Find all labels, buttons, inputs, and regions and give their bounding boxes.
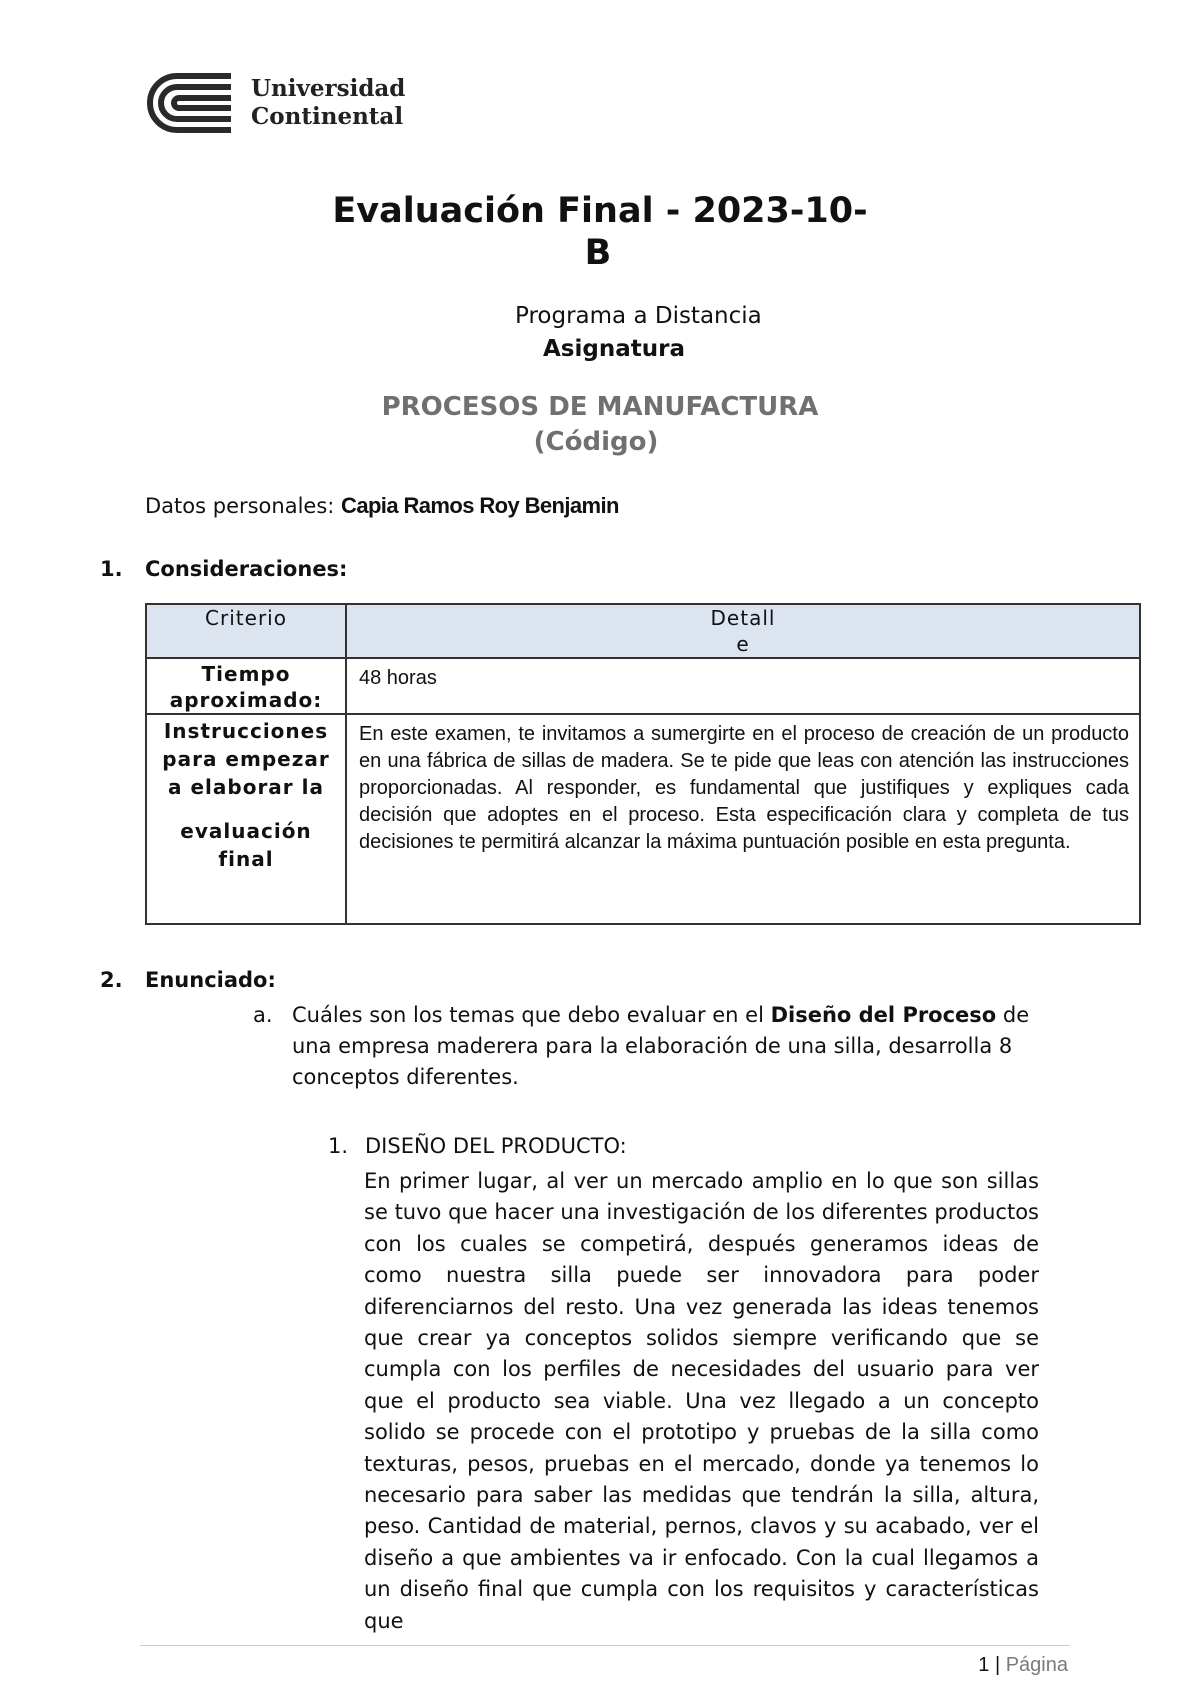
university-name-line1: Universidad: [251, 75, 406, 102]
section-heading-statement: [100, 968, 276, 992]
course-code: (Código): [533, 427, 659, 457]
item-heading: [328, 1134, 627, 1158]
student-name: Capia Ramos Roy Benjamin: [341, 493, 619, 518]
university-logo: [143, 70, 405, 136]
question-text-part: Cuáles son los temas que debo evaluar en el: [292, 1003, 771, 1027]
personal-data: [145, 493, 619, 519]
row-label-line: evaluación: [180, 819, 312, 843]
question-text-part: de una empresa maderera para la elaboración de una silla, desarrolla 8 conceptos diferentes.: [292, 1003, 1030, 1089]
question-letter: a.: [253, 1003, 273, 1027]
course-name: PROCESOS DE MANUFACTURA: [381, 392, 819, 422]
table-header-row: [146, 604, 1140, 658]
item-body: En primer lugar, al ver un mercado amplio en lo que son sillas se tuvo que hacer una investigación de los diferentes productos con los cuales se competirá, después generamos ideas de como nuestra silla puede ser innovadora para poder diferenciarnos del resto. Una vez generada las ideas tenemos que crear ya conceptos solidos siempre verificando que se cumpla con los perfiles de necesidades del usuario para ver que el producto sea viable. Una vez llegado a un concepto solido se procede con el prototipo y pruebas de la silla como texturas, pesos, pruebas en el mercado, donde ya tenemos lo necesario para saber las medidas que tendrán la silla, altura, peso. Cantidad de material, pernos, clavos y su acabado, ver el diseño a que ambientes va ir enfocado. Con la cual llegamos a un diseño final que cumpla con los requisitos y características que: [364, 1169, 1039, 1633]
item-number: 1.: [328, 1134, 349, 1158]
row-label-time: [146, 658, 346, 714]
section-title: Enunciado:: [145, 968, 276, 992]
row-label-line: para empezar: [162, 747, 330, 771]
question-text: [292, 1000, 1043, 1093]
question-text-bold: Diseño del Proceso: [770, 1003, 997, 1027]
subject-label: Asignatura: [543, 336, 685, 362]
section-number: 2.: [100, 968, 123, 992]
page-footer: [978, 1654, 1068, 1677]
footer-separator: |: [994, 1654, 1001, 1676]
row-label-line: final: [218, 847, 274, 871]
university-name: [251, 75, 405, 131]
section-title: Consideraciones:: [145, 557, 348, 581]
row-value-time: 48 horas: [346, 658, 1140, 714]
section-heading-considerations: [100, 557, 347, 581]
question-a: [253, 1000, 1043, 1093]
header-criterio: [146, 604, 346, 658]
row-label-line: aproximado:: [169, 688, 323, 712]
university-logo-icon: [143, 70, 235, 136]
exam-title-line1: Evaluación Final - 2023-10-: [332, 191, 868, 231]
personal-data-label: Datos personales:: [145, 494, 335, 518]
header-detalle-line2: e: [736, 632, 750, 656]
item-title: DISEÑO DEL PRODUCTO:: [365, 1134, 627, 1158]
row-label-line: a elaborar la: [168, 775, 324, 799]
university-name-line2: Continental: [251, 103, 404, 130]
page-label: Página: [1005, 1654, 1068, 1676]
section-number: 1.: [100, 557, 123, 581]
criteria-table: [145, 603, 1141, 925]
program-label: Programa a Distancia: [515, 303, 762, 329]
header-detalle-line1: Detall: [710, 606, 776, 630]
header-detalle: [346, 604, 1140, 658]
header-criterio-text: Criterio: [205, 606, 287, 630]
row-value-instructions: En este examen, te invitamos a sumergirte en el proceso de creación de un producto en una fábrica de sillas de madera. Se te pide que leas con atención las instrucciones proporcionadas. Al responder, es fundamental que justifiques y expliques cada decisión que adoptes en el proceso. Esta especificación clara y completa de tus decisiones te permitirá alcanzar la máxima puntuación posible en esta pregunta.: [346, 714, 1140, 924]
footer-divider: [140, 1645, 1070, 1646]
page-number: 1: [978, 1654, 990, 1676]
table-row: [146, 658, 1140, 714]
row-label-instructions: [146, 714, 346, 924]
row-label-line: Tiempo: [201, 662, 291, 686]
row-label-line: Instrucciones: [163, 719, 329, 743]
table-row: [146, 714, 1140, 924]
exam-title-line2: B: [584, 233, 612, 273]
